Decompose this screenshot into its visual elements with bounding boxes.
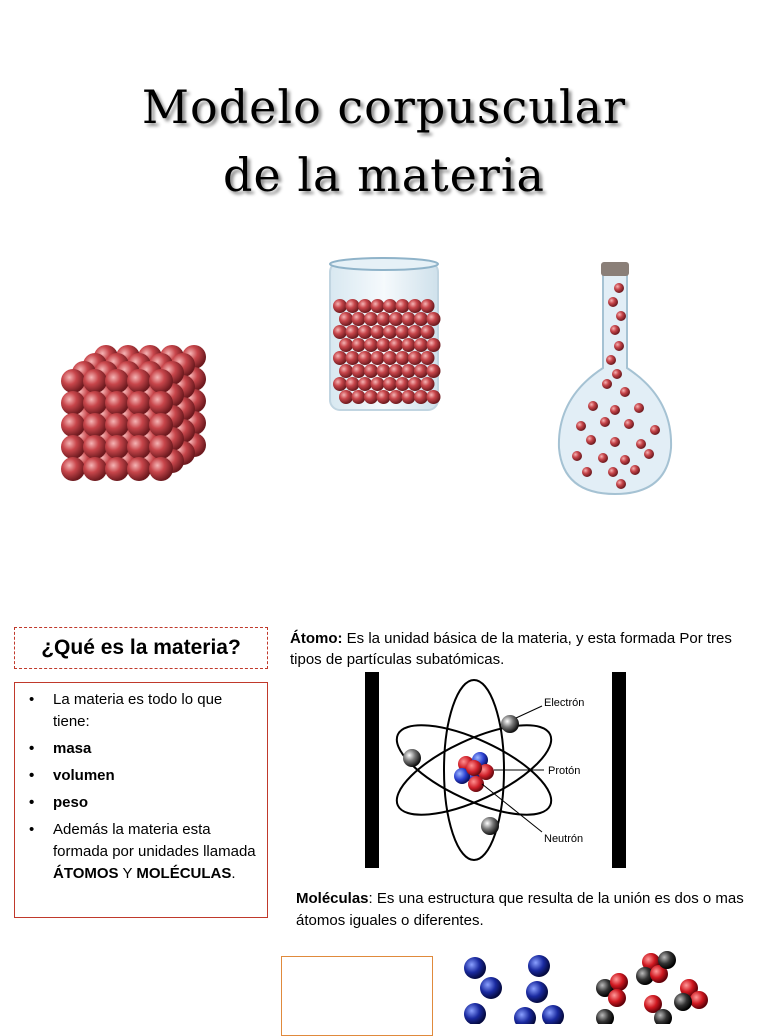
- particle: [614, 341, 624, 351]
- particle: [83, 369, 107, 393]
- particle: [358, 299, 372, 313]
- particle: [608, 297, 618, 307]
- particle: [644, 449, 654, 459]
- particle: [339, 338, 353, 352]
- particle: [602, 379, 612, 389]
- particle: [352, 312, 366, 326]
- particle: [389, 312, 403, 326]
- particle: [610, 325, 620, 335]
- particle: [377, 364, 391, 378]
- particle: [582, 467, 592, 477]
- particle: [333, 299, 347, 313]
- particle: [105, 369, 129, 393]
- particle: [127, 369, 151, 393]
- particle: [408, 351, 422, 365]
- particle: [352, 338, 366, 352]
- particle: [650, 425, 660, 435]
- neutron-label: Neutrón: [544, 833, 584, 845]
- particle: [421, 299, 435, 313]
- particle: [598, 453, 608, 463]
- particle: [149, 457, 173, 481]
- particle: [127, 435, 151, 459]
- particle: [572, 451, 582, 461]
- particle: [358, 325, 372, 339]
- particle: [427, 364, 441, 378]
- particle: [149, 369, 173, 393]
- particle: [402, 338, 416, 352]
- particle: [600, 417, 610, 427]
- right-bar: [612, 672, 626, 868]
- particle: [339, 312, 353, 326]
- particle: [339, 364, 353, 378]
- particle: [346, 325, 360, 339]
- page-title-line1: Modelo corpuscular: [141, 80, 627, 134]
- molecule-label: Moléculas: [296, 890, 369, 907]
- particle: [610, 405, 620, 415]
- particle: [83, 435, 107, 459]
- particle: [408, 377, 422, 391]
- particle: [333, 325, 347, 339]
- particle: [61, 435, 85, 459]
- particle: [83, 413, 107, 437]
- particle: [127, 391, 151, 415]
- particle: [346, 351, 360, 365]
- particle: [83, 457, 107, 481]
- atom-label: Átomo:: [290, 630, 343, 647]
- particle: [408, 299, 422, 313]
- molecules-illustration: [455, 948, 715, 1024]
- particle: [383, 351, 397, 365]
- particle: [346, 299, 360, 313]
- particle: [402, 364, 416, 378]
- particle: [105, 391, 129, 415]
- particle: [427, 338, 441, 352]
- particle: [421, 351, 435, 365]
- question-heading: ¿Qué es la materia?: [41, 636, 241, 659]
- particle: [408, 325, 422, 339]
- definition-extra: • Además la materia esta formada por unidades llamada ÁTOMOS Y MOLÉCULAS.: [23, 819, 261, 885]
- particle: [358, 351, 372, 365]
- particle: [383, 299, 397, 313]
- particle: [352, 390, 366, 404]
- particle: [346, 377, 360, 391]
- definition-box: [14, 682, 268, 918]
- solid-particles-illustration: [55, 345, 225, 495]
- particle: [371, 299, 385, 313]
- particle: [620, 455, 630, 465]
- particle: [389, 364, 403, 378]
- particle: [576, 421, 586, 431]
- particle: [377, 338, 391, 352]
- particle: [620, 387, 630, 397]
- particle: [402, 312, 416, 326]
- particle: [634, 403, 644, 413]
- particle: [630, 465, 640, 475]
- particle: [61, 457, 85, 481]
- particle: [421, 325, 435, 339]
- particle: [588, 401, 598, 411]
- particle: [427, 312, 441, 326]
- particle: [127, 457, 151, 481]
- page-title-line2: de la materia: [223, 148, 545, 202]
- particle: [364, 338, 378, 352]
- particle: [364, 390, 378, 404]
- particle: [421, 377, 435, 391]
- question-heading-box: [14, 627, 268, 669]
- particle: [608, 467, 618, 477]
- particle: [383, 325, 397, 339]
- atoms-term: ÁTOMOS: [53, 865, 119, 882]
- molecules-term: MOLÉCULAS: [136, 865, 232, 882]
- particle: [364, 364, 378, 378]
- definition-intro: • La materia es todo lo que tiene:: [23, 689, 261, 733]
- liquid-beaker-illustration: [322, 250, 446, 418]
- particle: [333, 351, 347, 365]
- particle: [396, 377, 410, 391]
- particle: [383, 377, 397, 391]
- particle: [389, 338, 403, 352]
- particle: [105, 435, 129, 459]
- particle: [616, 311, 626, 321]
- particle: [83, 391, 107, 415]
- particle: [414, 312, 428, 326]
- proton-label: Protón: [548, 765, 581, 777]
- particle: [389, 390, 403, 404]
- particle: [127, 413, 151, 437]
- particle: [427, 390, 441, 404]
- particle: [149, 391, 173, 415]
- atom-definition: Átomo: Es la unidad básica de la materia, y esta formada Por tres tipos de partículas subatómicas.: [290, 630, 732, 668]
- particle: [149, 413, 173, 437]
- particle: [616, 479, 626, 489]
- particle: [402, 390, 416, 404]
- particle: [606, 355, 616, 365]
- particle: [396, 351, 410, 365]
- particle: [364, 312, 378, 326]
- particle: [371, 325, 385, 339]
- left-bar: [365, 672, 379, 868]
- particle: [105, 457, 129, 481]
- property-mass: • masa: [23, 738, 261, 760]
- particle: [61, 391, 85, 415]
- atom-diagram: [382, 672, 610, 868]
- particle: [371, 351, 385, 365]
- property-volume: • volumen: [23, 765, 261, 787]
- particle: [614, 283, 624, 293]
- particle: [61, 369, 85, 393]
- particle: [377, 312, 391, 326]
- particle: [396, 299, 410, 313]
- particle: [339, 390, 353, 404]
- molecule-definition: Moléculas: Es una estructura que resulta de la unión es dos o mas átomos iguales o diferentes.: [296, 890, 744, 929]
- particle: [61, 413, 85, 437]
- particle: [377, 390, 391, 404]
- electron-label: Electrón: [544, 697, 585, 709]
- gas-flask-illustration: [555, 258, 675, 498]
- particle: [636, 439, 646, 449]
- particle: [358, 377, 372, 391]
- particle: [396, 325, 410, 339]
- particle: [414, 364, 428, 378]
- particle: [414, 390, 428, 404]
- particle: [371, 377, 385, 391]
- particle: [352, 364, 366, 378]
- particle: [149, 435, 173, 459]
- particle: [333, 377, 347, 391]
- orange-empty-box: [281, 956, 433, 1036]
- particle: [414, 338, 428, 352]
- particle: [624, 419, 634, 429]
- particle: [610, 437, 620, 447]
- particle: [105, 413, 129, 437]
- particle: [612, 369, 622, 379]
- particle: [586, 435, 596, 445]
- property-weight: • peso: [23, 792, 261, 814]
